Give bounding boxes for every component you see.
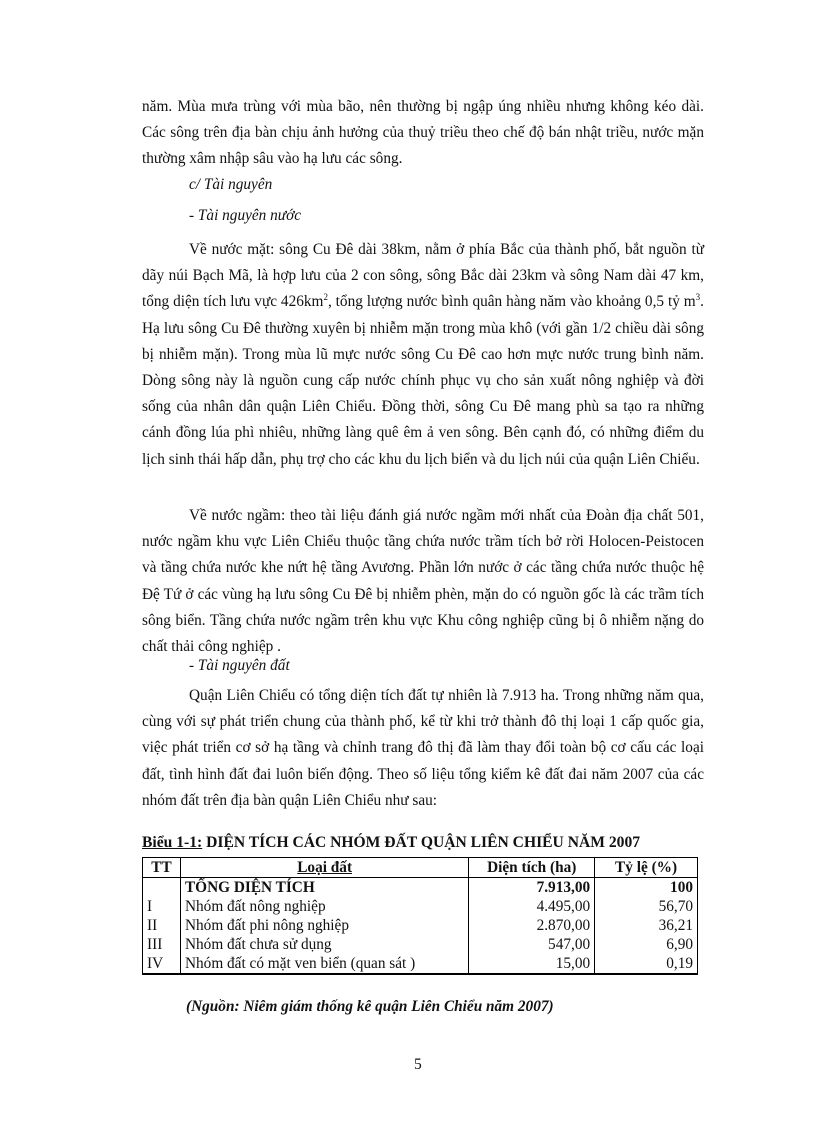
paragraph-land: Quận Liên Chiểu có tổng diện tích đất tự nhiên là 7.913 ha. Trong những năm qua, cùng với sự phát triển chung của thành phố, kể từ khi trở thành đô thị loại 1 cấp quốc gia, việc phát triển cơ sở hạ tầng và chỉnh trang đô thị đã làm thay đổi toàn bộ cơ cấu các loại đất, tình hình đất đai luôn biến động. Theo số liệu tổng kiểm kê đất đai năm 2007 của các nhóm đất trên địa bàn quận Liên Chiểu như sau: (142, 687, 704, 809)
header-area: Diện tích (ha) (469, 858, 595, 878)
superscript-3: 3 (695, 292, 701, 303)
surface-water-text-1: Về nước mặt: sông Cu Đê dài 38km, nằm ở phía Bắc của thành phố, bắt nguồn từ dãy núi Bạch Mã, là hợp lưu của 2 con sông, sông Bắc dài 23km và sông Nam dài 47 km, tổng diện tích lưu vực 426km (142, 241, 704, 311)
table-caption-label: Biểu 1-1: (142, 834, 203, 851)
table-source-note: (Nguồn: Niêm giám thống kê quận Liên Chiểu năm 2007) (186, 998, 554, 1015)
header-tt: TT (143, 858, 181, 878)
table-caption-title: DIỆN TÍCH CÁC NHÓM ĐẤT QUẬN LIÊN CHIỂU NĂM 2007 (202, 834, 641, 851)
table-row (143, 954, 698, 974)
paragraph-groundwater: Về nước ngầm: theo tài liệu đánh giá nước ngầm mới nhất của Đoàn địa chất 501, nước ngầm khu vực Liên Chiểu thuộc tầng chứa nước trầm tích bở rời Holocen-Peistocen và tầng chứa nước khe nứt hệ tầng Avương. Phần lớn nước ở các tầng chứa nước thuộc hệ Đệ Tứ ở các vùng hạ lưu sông Cu Đê bị nhiễm phèn, mặn do có nguồn gốc là các trầm tích sông biển. Tầng chứa nước ngầm trên khu vực Khu công nghiệp cũng bị ô nhiễm nặng do chất thải công nghiệp . (142, 507, 704, 656)
cell-area: 7.913,00 (469, 878, 595, 898)
header-percent: Tỷ lệ (%) (595, 858, 698, 878)
superscript-2: 2 (323, 292, 328, 303)
cell-tt: I (143, 897, 181, 916)
cell-percent: 36,21 (595, 916, 698, 935)
subheading-land-resources: - Tài nguyên đất (189, 657, 290, 674)
table-row-total (143, 878, 698, 898)
table-row (143, 916, 698, 935)
table-row (143, 897, 698, 916)
cell-area: 4.495,00 (469, 897, 595, 916)
cell-name: Nhóm đất nông nghiệp (180, 897, 468, 916)
cell-name: Nhóm đất chưa sử dụng (180, 935, 468, 954)
page-number: 5 (414, 1056, 422, 1073)
table-caption (142, 834, 706, 852)
cell-tt (143, 878, 181, 898)
subheading-water-resources: - Tài nguyên nước (189, 207, 302, 224)
cell-percent: 100 (595, 878, 698, 898)
section-heading-resources: c/ Tài nguyên (189, 176, 273, 193)
cell-percent: 0,19 (595, 954, 698, 974)
cell-tt: III (143, 935, 181, 954)
surface-water-text-3: . Hạ lưu sông Cu Đê thường xuyên bị nhiễm mặn trong mùa khô (với gần 1/2 chiều dài sông bị nhiễm mặn). Trong mùa lũ mực nước sông Cu Đê cao hơn mực nước trung bình năm. Dòng sông này là nguồn cung cấp nước chính phục vụ cho sản xuất nông nghiệp và đời sống của nhân dân quận Liên Chiểu. Đồng thời, sông Cu Đê mang phù sa tạo ra những cánh đồng lúa phì nhiêu, những làng quê êm ả ven sông. Bên cạnh đó, có những điểm du lịch sinh thái hấp dẫn, phụ trợ cho các khu du lịch biển và du lịch núi của quận Liên Chiểu. (142, 293, 704, 468)
cell-tt: II (143, 916, 181, 935)
table-row (143, 935, 698, 954)
cell-percent: 56,70 (595, 897, 698, 916)
paragraph-surface-water (142, 237, 704, 473)
land-area-table (142, 857, 698, 975)
cell-percent: 6,90 (595, 935, 698, 954)
cell-area: 547,00 (469, 935, 595, 954)
cell-name: Nhóm đất phi nông nghiệp (180, 916, 468, 935)
header-land-type: Loại đất (180, 858, 468, 878)
cell-name: Nhóm đất có mặt ven biển (quan sát ) (180, 954, 468, 974)
cell-area: 2.870,00 (469, 916, 595, 935)
cell-area: 15,00 (469, 954, 595, 974)
paragraph-climate: năm. Mùa mưa trùng với mùa bão, nên thường bị ngập úng nhiều nhưng không kéo dài. Các sông trên địa bàn chịu ảnh hưởng của thuỷ triều theo chế độ bán nhật triều, nước mặn thường xâm nhập sâu vào hạ lưu các sông. (142, 98, 704, 168)
cell-name: TỔNG DIỆN TÍCH (180, 878, 468, 898)
table-header-row (143, 858, 698, 878)
surface-water-text-2: , tổng lượng nước bình quân hàng năm vào khoảng 0,5 tỷ m (327, 293, 696, 311)
cell-tt: IV (143, 954, 181, 974)
